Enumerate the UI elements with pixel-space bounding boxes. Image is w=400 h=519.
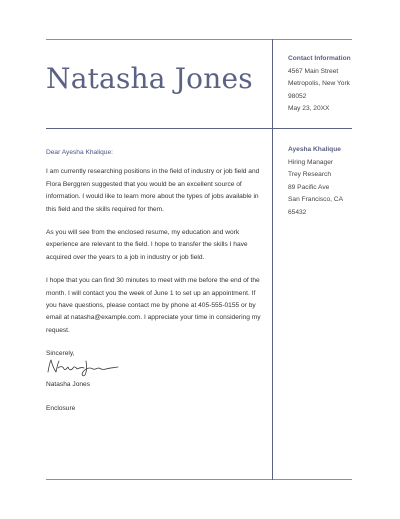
paragraph-line: information. I would like to learn more about the types of jobs available in [46,193,259,201]
recipient-city: San Francisco, CA [288,196,343,204]
applicant-name: Natasha Jones [46,62,253,95]
contact-date: May 23, 20XX [288,105,330,113]
enclosure-note: Enclosure [46,405,76,412]
paragraph-1 [46,166,262,216]
paragraph-line: Flora Berggren suggested that you would be an excellent source of [46,180,242,188]
paragraph-line: month. I will contact you the week of June 1 to set up an appointment. If [46,289,256,297]
contact-heading: Contact Information [288,55,351,62]
bottom-rule [46,479,352,480]
contact-zip: 98052 [288,92,307,100]
paragraph-line: email at natasha@example.com. I appreciate your time in considering my [46,314,261,322]
paragraph-line: you have questions, please contact me by phone at 405-555-0155 or by [46,302,256,310]
paragraph-2 [46,227,262,264]
paragraph-line: I hope that you can find 30 minutes to meet with me before the end of the [46,277,260,285]
recipient-zip: 65432 [288,208,307,216]
contact-information [288,53,398,116]
contact-street: 4567 Main Street [288,67,339,75]
recipient-name: Ayesha Khalique [288,146,341,153]
recipient-company: Trey Research [288,171,331,179]
paragraph-line: request. [46,326,70,334]
letter-body [46,147,262,361]
paragraph-line: experience are relevant to the field. I hope to transfer the skills I have [46,241,248,249]
closing: Sincerely, [46,350,75,358]
paragraph-3 [46,275,262,337]
handwritten-signature [46,356,126,378]
column-divider [272,39,273,480]
contact-city: Metropolis, New York [288,80,350,88]
paragraph-line: this field and the skills required for them. [46,205,165,213]
salutation: Dear Ayesha Khalique: [46,149,113,156]
recipient-title: Hiring Manager [288,158,334,166]
paragraph-line: I am currently researching positions in the field of industry or job field and [46,168,260,176]
signer-name: Natasha Jones [46,381,90,388]
recipient-street: 89 Pacific Ave [288,183,330,191]
paragraph-line: acquired over the years to a job in industry or job field. [46,253,205,261]
paragraph-line: As you will see from the enclosed resume, my education and work [46,229,240,237]
header-divider [46,128,352,129]
top-rule [46,39,352,40]
recipient-address [288,144,398,220]
